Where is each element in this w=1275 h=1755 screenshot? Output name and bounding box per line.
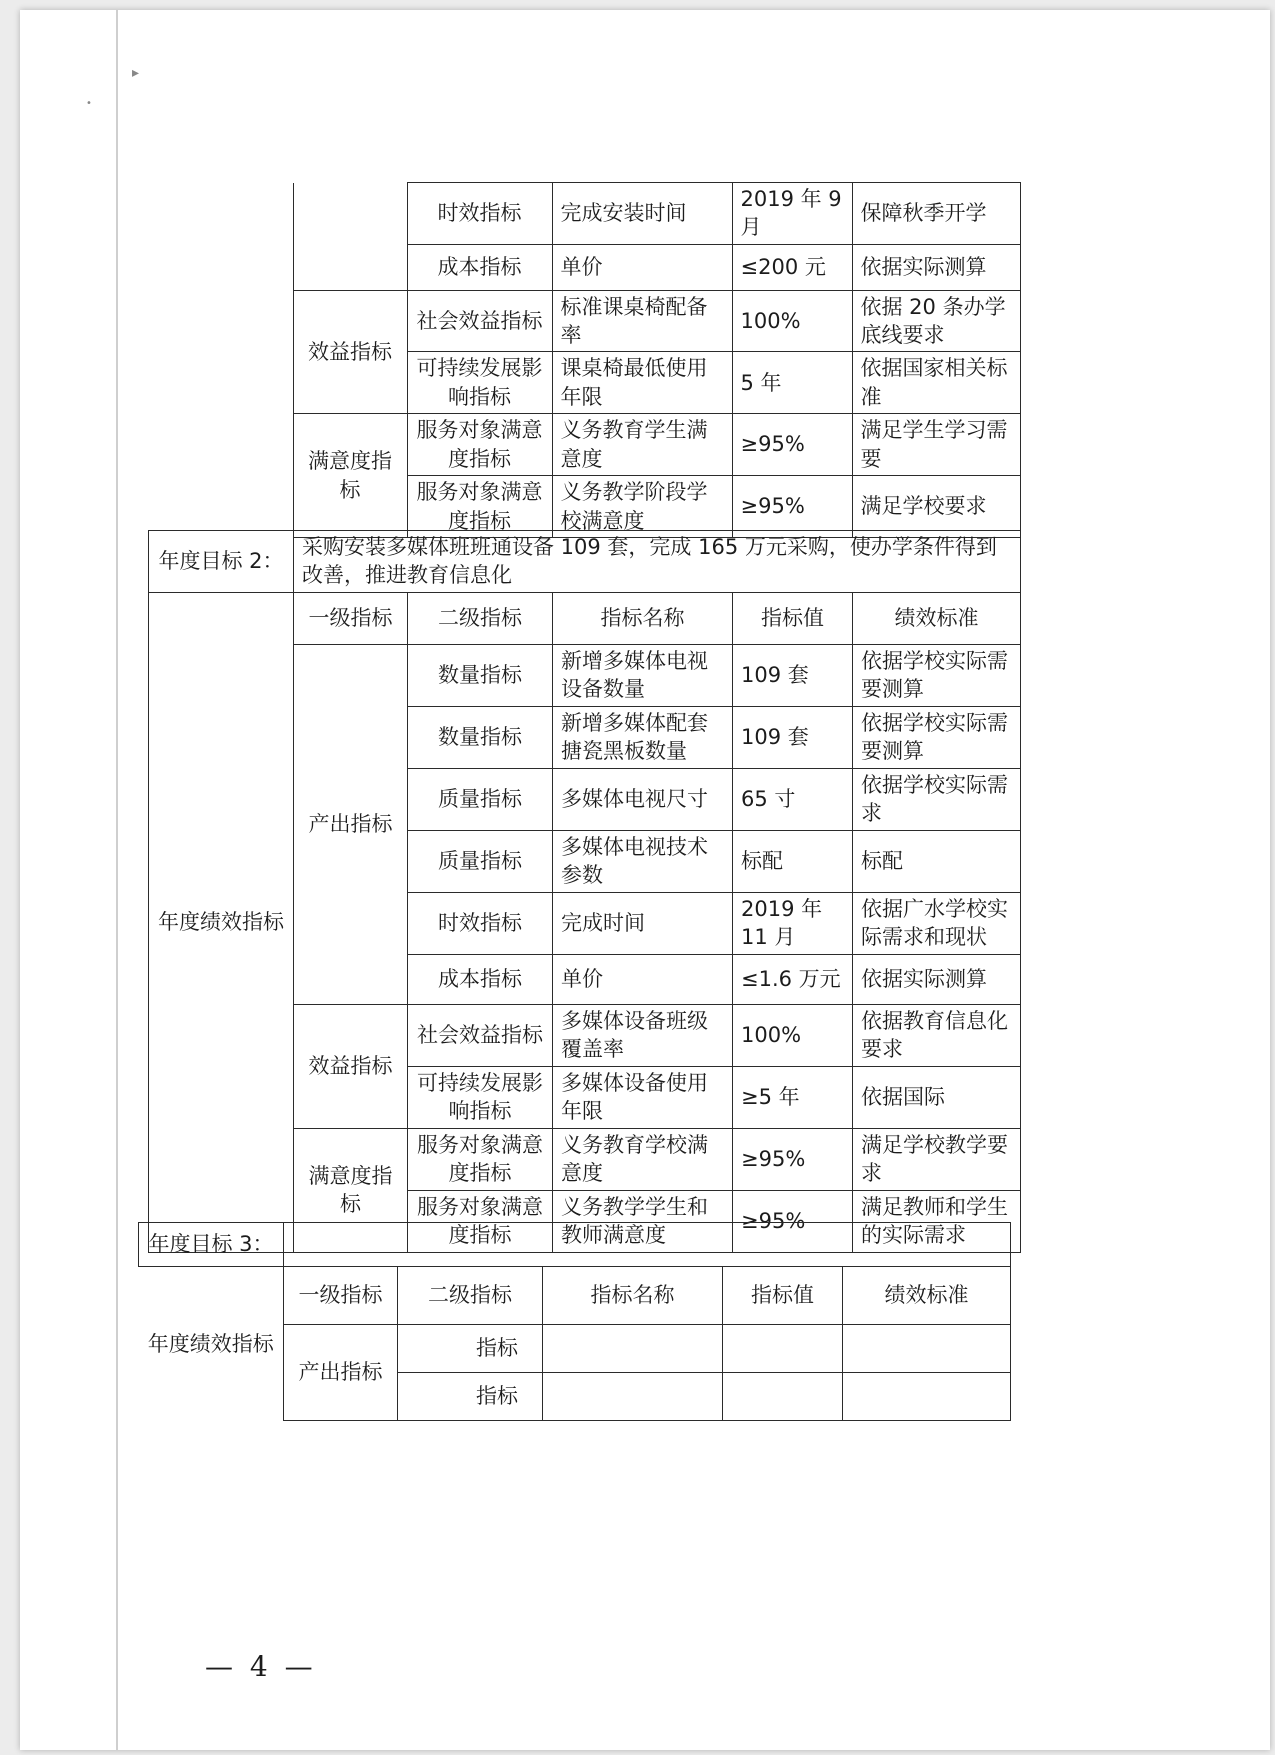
level2-cell: 成本指标: [407, 244, 552, 290]
indicator-value-cell: 100%: [732, 290, 852, 352]
indicator-value-cell: 109 套: [733, 706, 853, 768]
indicator-name-cell: 课桌椅最低使用年限: [552, 352, 732, 414]
document-page: [20, 10, 1270, 1750]
header-indicator-name: 指标名称: [543, 1267, 723, 1325]
indicator-name-cell: 完成时间: [553, 892, 733, 954]
performance-standard-cell: 依据学校实际需求: [853, 768, 1021, 830]
level2-cell: 指标: [398, 1373, 543, 1421]
level2-cell: 数量指标: [408, 644, 553, 706]
goal-description-cell: [284, 1223, 1011, 1267]
performance-standard-cell: 依据教育信息化要求: [853, 1004, 1021, 1066]
indicator-name-cell: [543, 1325, 723, 1373]
level2-cell: 时效指标: [407, 183, 552, 245]
level2-cell: 质量指标: [408, 830, 553, 892]
level2-cell: 成本指标: [408, 954, 553, 1004]
level2-cell: 指标: [398, 1325, 543, 1373]
level2-cell: 数量指标: [408, 706, 553, 768]
goal1-indicator-table-continued: [148, 182, 1021, 538]
level2-cell: 服务对象满意度指标: [407, 414, 552, 476]
level2-cell: 服务对象满意度指标: [408, 1190, 553, 1252]
header-level2: 二级指标: [408, 592, 553, 644]
indicator-value-cell: 65 寸: [733, 768, 853, 830]
level2-cell: 可持续发展影响指标: [408, 1066, 553, 1128]
goal-description-cell: 采购安装多媒体班班通设备 109 套，完成 165 万元采购，使办学条件得到改善，推进教育信息化: [294, 531, 1021, 593]
indicator-name-cell: 多媒体电视尺寸: [553, 768, 733, 830]
scan-speck-mark: •: [86, 98, 92, 109]
header-level1: 一级指标: [284, 1267, 398, 1325]
performance-standard-cell: 依据学校实际需要测算: [853, 706, 1021, 768]
level2-cell: 社会效益指标: [408, 1004, 553, 1066]
level1-cell: 效益指标: [293, 290, 407, 413]
indicator-value-cell: [723, 1325, 843, 1373]
performance-standard-cell: 依据 20 条办学底线要求: [852, 290, 1020, 352]
indicator-label-cell: 年度绩效指标: [139, 1267, 284, 1421]
header-indicator-name: 指标名称: [553, 592, 733, 644]
goal-label-cell: 年度目标 2：: [149, 531, 294, 593]
indicator-name-cell: 多媒体设备使用年限: [553, 1066, 733, 1128]
level1-cell: 产出指标: [294, 644, 408, 1004]
performance-standard-cell: 依据实际测算: [852, 244, 1020, 290]
indicator-name-cell: 多媒体设备班级覆盖率: [553, 1004, 733, 1066]
page-number: — 4 —: [205, 1650, 317, 1683]
level1-cell: 产出指标: [284, 1325, 398, 1421]
performance-standard-cell: [843, 1373, 1011, 1421]
scan-speck-mark: ▸: [132, 65, 140, 81]
goal-label-cell: 年度目标 3：: [139, 1223, 284, 1267]
indicator-label-cell: 年度绩效指标: [149, 592, 294, 1252]
goal3-table: [138, 1222, 1011, 1421]
performance-standard-cell: 依据学校实际需要测算: [853, 644, 1021, 706]
indicator-value-cell: 标配: [733, 830, 853, 892]
indicator-name-cell: 义务教育学生满意度: [552, 414, 732, 476]
header-indicator-value: 指标值: [723, 1267, 843, 1325]
indicator-value-cell: ≥95%: [733, 1190, 853, 1252]
indicator-name-cell: 新增多媒体配套搪瓷黑板数量: [553, 706, 733, 768]
indicator-name-cell: 标准课桌椅配备率: [552, 290, 732, 352]
performance-standard-cell: 依据国家相关标准: [852, 352, 1020, 414]
indicator-name-cell: 单价: [553, 954, 733, 1004]
performance-standard-cell: 依据实际测算: [853, 954, 1021, 1004]
indicator-name-cell: 单价: [552, 244, 732, 290]
indicator-name-cell: 新增多媒体电视设备数量: [553, 644, 733, 706]
header-performance-standard: 绩效标准: [843, 1267, 1011, 1325]
level1-cell: [293, 183, 407, 291]
performance-standard-cell: 依据广水学校实际需求和现状: [853, 892, 1021, 954]
indicator-name-cell: [543, 1373, 723, 1421]
indicator-name-cell: 义务教育学校满意度: [553, 1128, 733, 1190]
level2-cell: 可持续发展影响指标: [407, 352, 552, 414]
goal2-table: [148, 530, 1021, 1253]
indicator-value-cell: ≤200 元: [732, 244, 852, 290]
performance-standard-cell: 满足学校教学要求: [853, 1128, 1021, 1190]
level1-cell: 满意度指标: [293, 414, 407, 538]
indicator-value-cell: 100%: [733, 1004, 853, 1066]
level2-cell: 服务对象满意度指标: [408, 1128, 553, 1190]
indicator-name-cell: 完成安装时间: [552, 183, 732, 245]
performance-standard-cell: 保障秋季开学: [852, 183, 1020, 245]
performance-standard-cell: 标配: [853, 830, 1021, 892]
indicator-value-cell: ≥95%: [732, 476, 852, 538]
performance-standard-cell: 满足教师和学生的实际需求: [853, 1190, 1021, 1252]
indicator-value-cell: [723, 1373, 843, 1421]
indicator-value-cell: ≥5 年: [733, 1066, 853, 1128]
header-performance-standard: 绩效标准: [853, 592, 1021, 644]
indicator-name-cell: 义务教学阶段学校满意度: [552, 476, 732, 538]
indicator-value-cell: 2019 年 9 月: [732, 183, 852, 245]
indicator-value-cell: ≤1.6 万元: [733, 954, 853, 1004]
indicator-label-cell: [148, 183, 293, 538]
performance-standard-cell: [843, 1325, 1011, 1373]
indicator-value-cell: ≥95%: [732, 414, 852, 476]
level2-cell: 时效指标: [408, 892, 553, 954]
indicator-name-cell: 义务教学学生和教师满意度: [553, 1190, 733, 1252]
indicator-value-cell: 2019 年 11 月: [733, 892, 853, 954]
level1-cell: 效益指标: [294, 1004, 408, 1128]
header-level1: 一级指标: [294, 592, 408, 644]
indicator-name-cell: 多媒体电视技术参数: [553, 830, 733, 892]
performance-standard-cell: 依据国际: [853, 1066, 1021, 1128]
performance-standard-cell: 满足学校要求: [852, 476, 1020, 538]
indicator-value-cell: ≥95%: [733, 1128, 853, 1190]
performance-standard-cell: 满足学生学习需要: [852, 414, 1020, 476]
binding-margin-line: [116, 10, 118, 1750]
indicator-value-cell: 109 套: [733, 644, 853, 706]
level1-cell: 满意度指标: [294, 1128, 408, 1252]
header-level2: 二级指标: [398, 1267, 543, 1325]
level2-cell: 质量指标: [408, 768, 553, 830]
header-indicator-value: 指标值: [733, 592, 853, 644]
indicator-value-cell: 5 年: [732, 352, 852, 414]
level2-cell: 社会效益指标: [407, 290, 552, 352]
level2-cell: 服务对象满意度指标: [407, 476, 552, 538]
